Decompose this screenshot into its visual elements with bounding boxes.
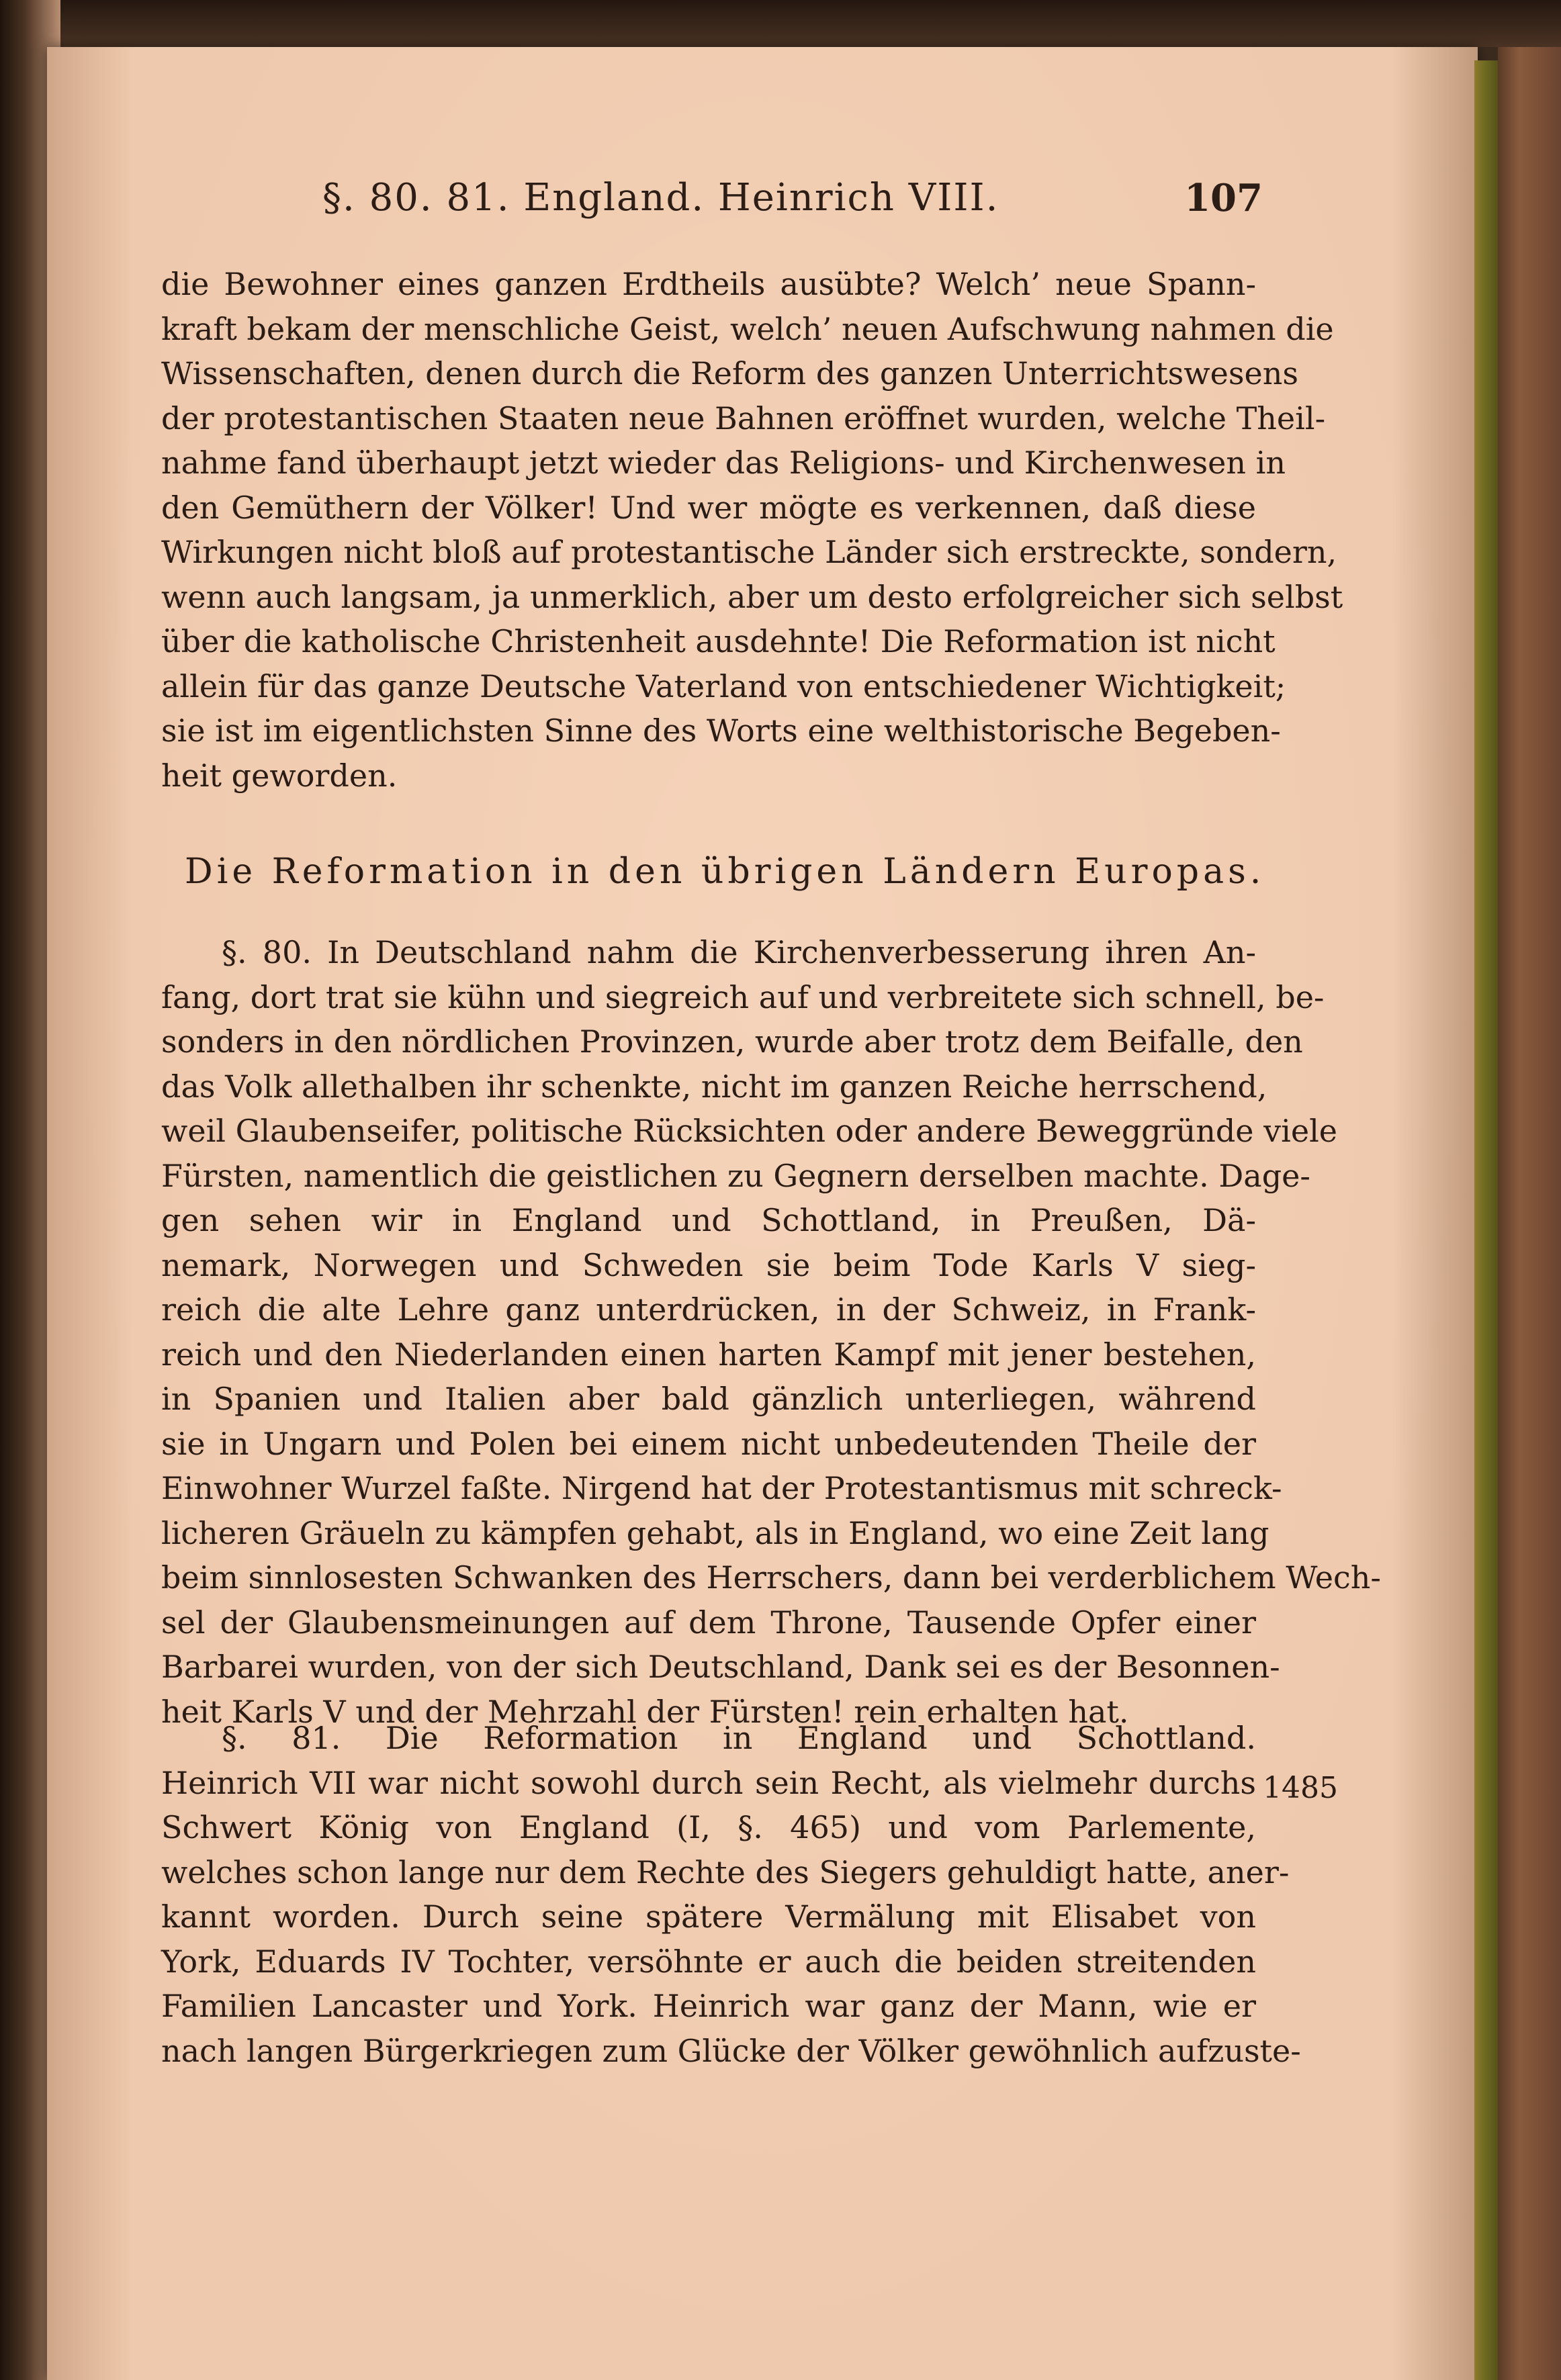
text-line: heit Karls V und der Mehrzahl der Fürsten! rein erhalten hat. [161,1693,1129,1730]
text-line: weil Glaubenseifer, politische Rücksichten oder andere Beweggründe viele [161,1113,1338,1149]
text-line: gen sehen wir in England und Schottland, in Preußen, Dä- [161,1202,1256,1238]
book-cover-edge [1498,47,1561,2380]
section-heading: Die Reformation in den übrigen Ländern Europas. [185,852,1265,892]
text-line: sie ist im eigentlichsten Sinne des Worts eine welthistorische Begeben- [161,713,1281,749]
text-line: der protestantischen Staaten neue Bahnen eröffnet wurden, welche Theil- [161,400,1326,437]
margin-note-year: 1485 [1263,1771,1338,1805]
text-line: nahme fand überhaupt jetzt wieder das Religions- und Kirchenwesen in [161,445,1286,481]
text-line: den Gemüthern der Völker! Und wer mögte es verkennen, daß diese [161,489,1256,526]
paragraph-section-80 [161,930,1381,1734]
text-line: sie in Ungarn und Polen bei einem nicht unbedeutenden Theile der [161,1425,1256,1462]
text-line: die Bewohner eines ganzen Erdtheils ausübte? Welch’ neue Spann- [161,266,1256,302]
text-line: reich und den Niederlanden einen harten Kampf mit jener bestehen, [161,1336,1256,1373]
text-line: Barbarei wurden, von der sich Deutschland, Dank sei es der Besonnen- [161,1649,1280,1685]
text-line: welches schon lange nur dem Rechte des Siegers gehuldigt hatte, aner- [161,1853,1290,1890]
text-line: §. 81. Die Reformation in England und Schottland. [222,1720,1256,1756]
text-line: kraft bekam der menschliche Geist, welch’ neuen Aufschwung nahmen die [161,310,1334,347]
text-line: nach langen Bürgerkriegen zum Glücke der Völker gewöhnlich aufzuste- [161,2032,1301,2069]
text-line: kannt worden. Durch seine spätere Vermälung mit Elisabet von [161,1898,1256,1935]
text-line: sonders in den nördlichen Provinzen, wurde aber trotz dem Beifalle, den [161,1023,1303,1060]
text-line: nemark, Norwegen und Schweden sie beim Tode Karls V sieg- [161,1246,1256,1283]
text-line: wenn auch langsam, ja unmerklich, aber um desto erfolgreicher sich selbst [161,578,1343,615]
text-line: in Spanien und Italien aber bald gänzlich unterliegen, während [161,1381,1256,1417]
text-line: Einwohner Wurzel faßte. Nirgend hat der Protestantismus mit schreck- [161,1470,1282,1506]
page-number: 107 [1184,176,1263,220]
text-line: über die katholische Christenheit ausdehnte! Die Reformation ist nicht [161,623,1276,659]
text-line: §. 80. In Deutschland nahm die Kirchenverbesserung ihren An- [222,934,1256,970]
text-line: heit geworden. [161,757,398,794]
text-line: Heinrich VII war nicht sowohl durch sein Recht, als vielmehr durchs [161,1764,1256,1801]
text-line: York, Eduards IV Tochter, versöhnte er auch die beiden streitenden [161,1943,1256,1980]
text-line: licheren Gräueln zu kämpfen gehabt, als in England, wo eine Zeit lang [161,1514,1269,1551]
text-line: Wissenschaften, denen durch die Reform des ganzen Unterrichtswesens [161,355,1298,392]
text-line: Schwert König von England (I, §. 465) und vom Parlemente, [161,1809,1256,1845]
text-line: Wirkungen nicht bloß auf protestantische Länder sich erstreckte, sondern, [161,534,1337,570]
text-line: Fürsten, namentlich die geistlichen zu Gegnern derselben machte. Dage- [161,1157,1310,1194]
page-stack-edge [1474,60,1501,2380]
text-line: Familien Lancaster und York. Heinrich war ganz der Mann, wie er [161,1988,1256,2024]
text-line: fang, dort trat sie kühn und siegreich auf und verbreitete sich schnell, be- [161,978,1325,1015]
text-line: beim sinnlosesten Schwanken des Herrschers, dann bei verderblichem Wech- [161,1559,1381,1596]
text-line: reich die alte Lehre ganz unterdrücken, in der Schweiz, in Frank- [161,1291,1256,1328]
text-line: das Volk allethalben ihr schenkte, nicht im ganzen Reiche herrschend, [161,1068,1267,1105]
header-title: §. 80. 81. England. Heinrich VIII. [322,176,999,220]
text-line: sel der Glaubensmeinungen auf dem Throne, Tausende Opfer einer [161,1604,1256,1641]
text-line: allein für das ganze Deutsche Vaterland von entschiedener Wichtigkeit; [161,668,1286,704]
paragraph-continuation [161,262,1343,798]
scan-top-edge [0,0,1561,47]
running-header [269,176,1263,236]
